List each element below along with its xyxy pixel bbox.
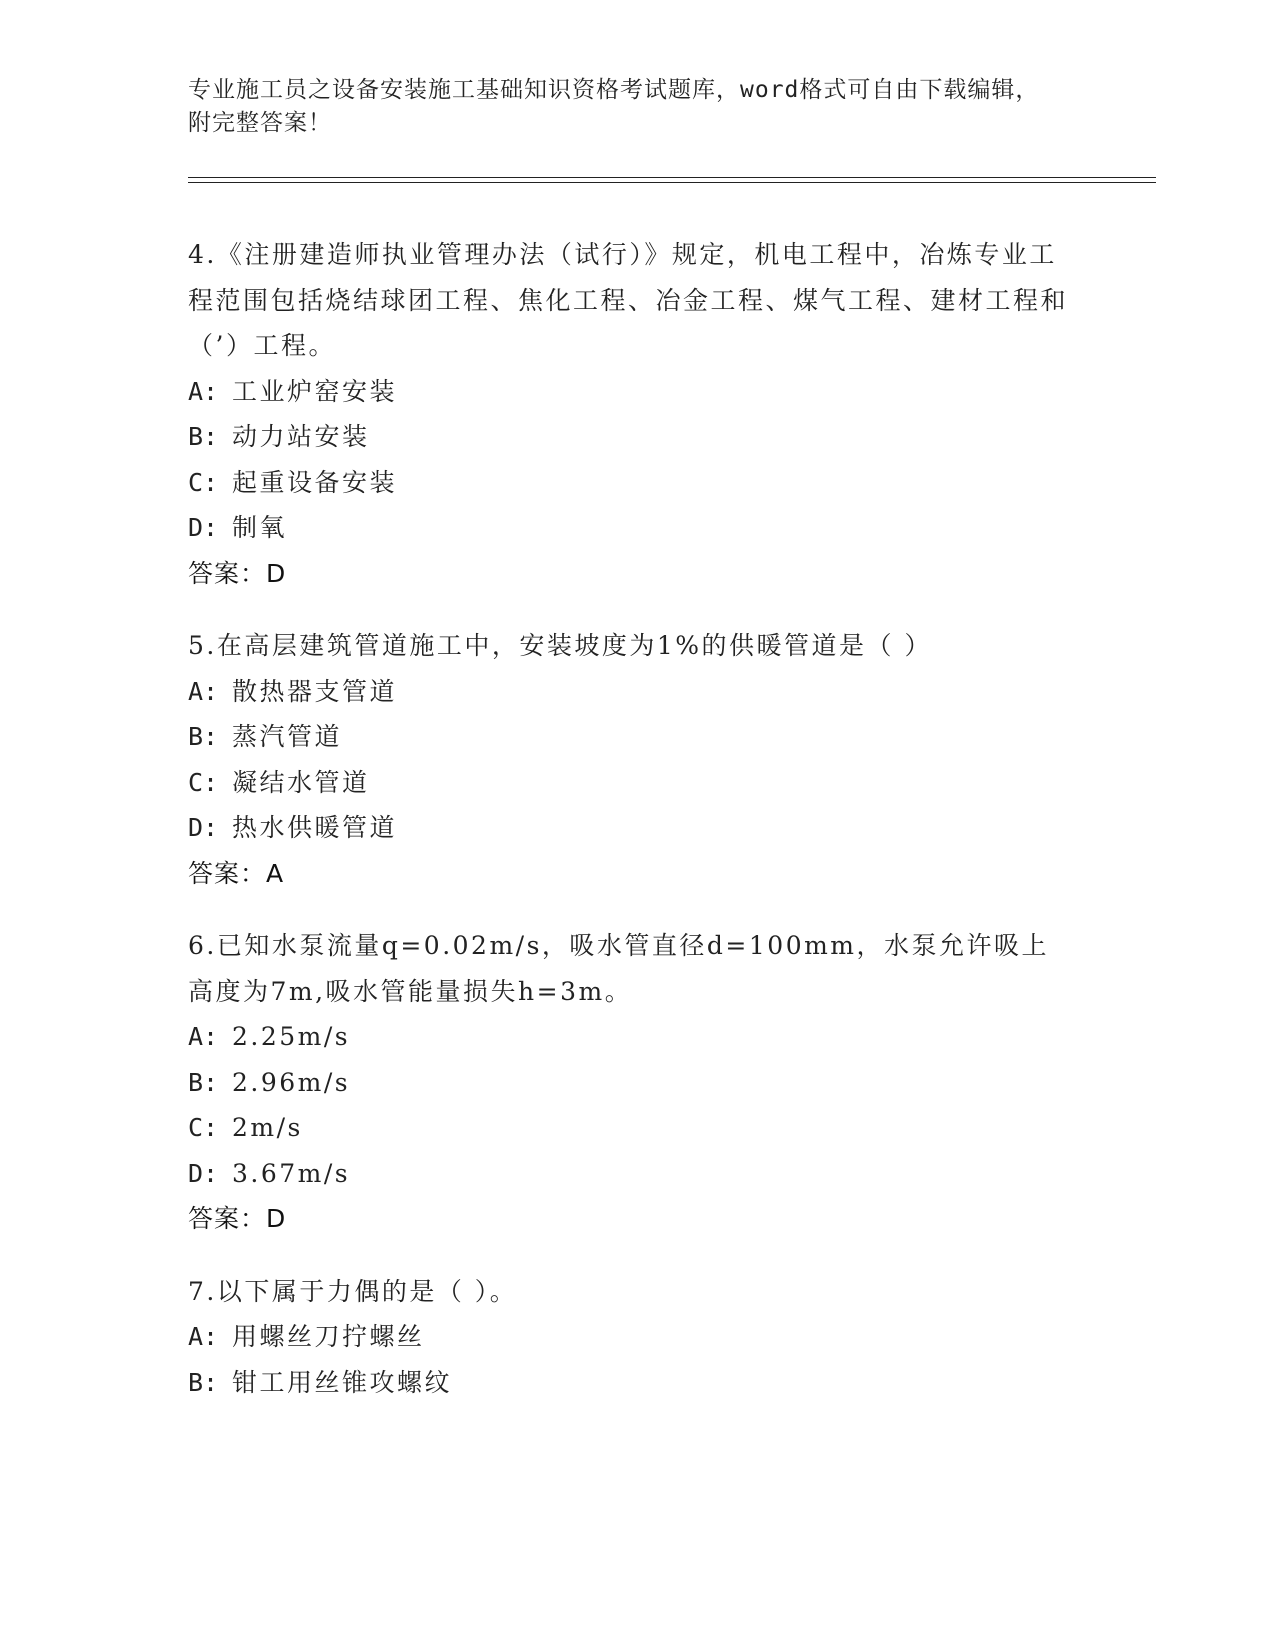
option-a [188, 369, 1068, 415]
option-letter: B: [188, 1367, 219, 1397]
option-text: 动力站安装 [232, 422, 370, 451]
option-letter: D: [188, 513, 219, 542]
option-d [188, 805, 1068, 851]
option-letter: B: [188, 422, 219, 451]
option-letter: A: [188, 1022, 219, 1051]
option-text: 2m/s [232, 1113, 303, 1142]
question-6 [188, 923, 1068, 1242]
option-a [188, 1314, 1068, 1360]
question-stem: 7.以下属于力偶的是（ ）。 [188, 1276, 518, 1306]
option-letter: A: [188, 376, 219, 406]
option-letter: D: [188, 813, 219, 842]
option-a [188, 1014, 1068, 1060]
option-text: 制氧 [232, 513, 288, 542]
option-text: 2.96m/s [232, 1067, 351, 1097]
option-text: 钳工用丝锥攻螺纹 [232, 1367, 453, 1397]
question-stem: 5.在高层建筑管道施工中，安装坡度为1%的供暖管道是（ ） [188, 631, 932, 660]
option-text: 3.67m/s [232, 1158, 351, 1188]
option-d [188, 1151, 1068, 1197]
question-list [188, 232, 1068, 1432]
header-note [188, 74, 1088, 140]
option-b [188, 1060, 1068, 1106]
option-text: 起重设备安装 [232, 467, 398, 497]
option-letter: C: [188, 1113, 219, 1142]
option-text: 2.25m/s [232, 1022, 351, 1051]
option-c [188, 1105, 1068, 1151]
header-line-1: 专业施工员之设备安装施工基础知识资格考试题库，word格式可自由下载编辑， [188, 77, 1040, 103]
option-b [188, 414, 1068, 460]
option-text: 散热器支管道 [232, 676, 398, 706]
question-stem: 4.《注册建造师执业管理办法（试行）》规定，机电工程中，冶炼专业工程范围包括烧结球团工程、焦化工程、冶金工程、煤气工程、建材工程和（’）工程。 [188, 240, 1069, 360]
option-letter: D: [188, 1158, 219, 1188]
question-7 [188, 1269, 1068, 1406]
option-d [188, 505, 1068, 551]
option-letter: B: [188, 1067, 219, 1097]
option-text: 热水供暖管道 [232, 813, 398, 842]
option-a [188, 669, 1068, 715]
header-divider-top [188, 177, 1156, 178]
header-line-2: 附完整答案！ [188, 110, 332, 136]
option-b [188, 1360, 1068, 1406]
option-text: 工业炉窑安装 [232, 376, 398, 406]
option-text: 蒸汽管道 [232, 722, 343, 751]
header-divider-bottom [188, 182, 1156, 183]
option-text: 用螺丝刀拧螺丝 [232, 1322, 425, 1351]
option-letter: C: [188, 467, 219, 497]
option-text: 凝结水管道 [232, 767, 370, 797]
question-stem: 6.已知水泵流量q=0.02m/s，吸水管直径d=100mm，水泵允许吸上高度为7m,吸水管能量损失h=3m。 [188, 931, 1050, 1006]
option-c [188, 460, 1068, 506]
question-4 [188, 232, 1068, 596]
option-letter: A: [188, 676, 219, 706]
question-5 [188, 623, 1068, 896]
option-letter: C: [188, 767, 219, 797]
answer-line: 答案：D [188, 558, 287, 588]
option-b [188, 714, 1068, 760]
option-c [188, 760, 1068, 806]
option-letter: A: [188, 1322, 219, 1351]
option-letter: B: [188, 722, 219, 751]
answer-line: 答案：A [188, 858, 285, 888]
answer-line: 答案：D [188, 1204, 287, 1233]
